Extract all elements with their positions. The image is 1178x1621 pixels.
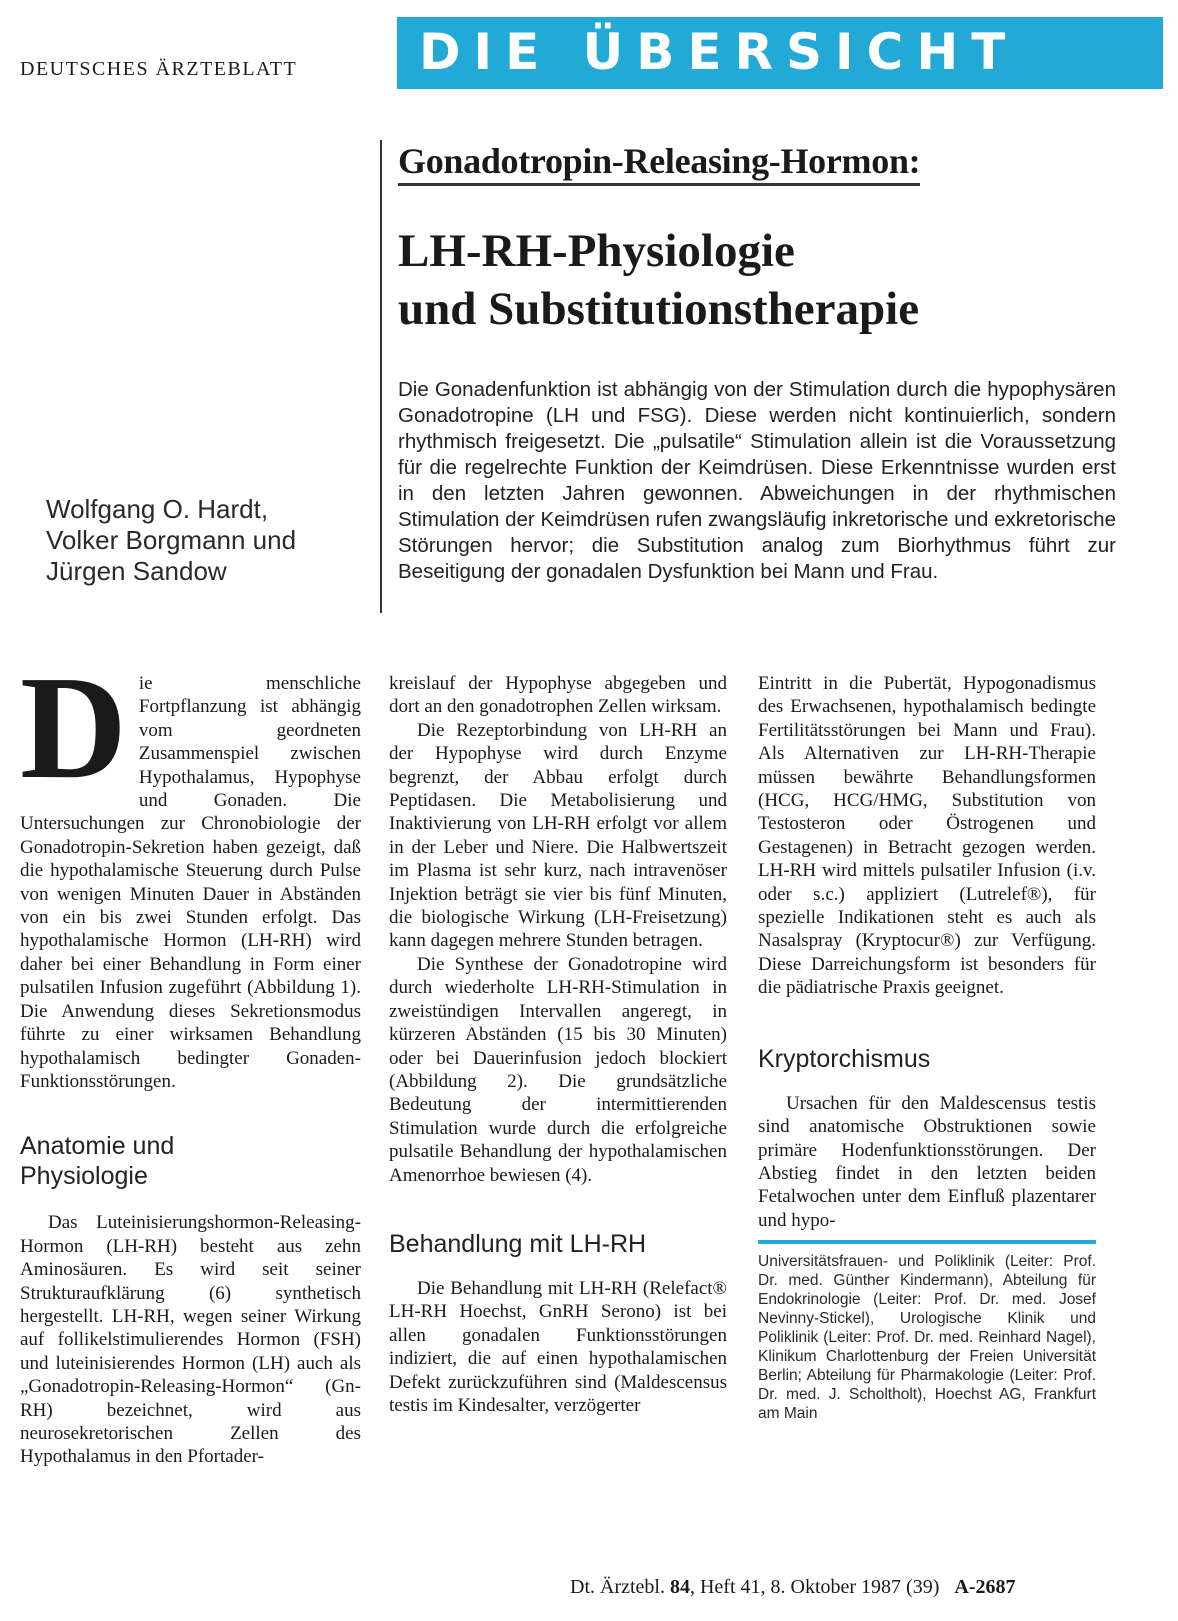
title-rule: [380, 140, 382, 613]
authors: [46, 494, 366, 587]
heading-anatomie-line-1: Anatomie und: [20, 1132, 175, 1161]
heading-anatomie-line-2: Physiologie: [20, 1162, 148, 1191]
drop-cap: D: [20, 646, 127, 810]
column-2: [389, 672, 727, 1417]
citation-rest: , Heft 41, 8. Oktober 1987 (39): [689, 1576, 940, 1598]
journal-name: DEUTSCHES ÄRZTEBLATT: [20, 58, 298, 80]
paragraph-kryptorchismus: Ursachen für den Maldescensus testis sind anatomische Obstruktionen sowie primäre Hodenfunktionsstörungen. Der Abstieg findet in den letzten beiden Fetalwochen unter dem Einfluß plazentarer und hypo-: [758, 1092, 1096, 1231]
page-footer: [570, 1576, 1016, 1599]
author-line-1: Wolfgang O. Hardt,: [46, 494, 269, 524]
heading-behandlung: Behandlung mit LH-RH: [389, 1229, 647, 1258]
citation-volume: 84: [669, 1576, 690, 1598]
article-kicker: Gonadotropin-Releasing-Hormon:: [398, 140, 920, 186]
citation-prefix: Dt. Ärztebl.: [570, 1576, 665, 1598]
footnote-rule: [758, 1240, 1096, 1244]
heading-anatomie: [20, 1131, 361, 1191]
column-1: [20, 646, 361, 1469]
title-line-2: und Substitutionstherapie: [398, 283, 920, 335]
heading-kryptorchismus: Kryptorchismus: [758, 1044, 931, 1073]
article-lead: Die Gonadenfunktion ist abhängig von der Stimulation durch die hypophysären Gonadotropine (LH und FSG). Diese werden nicht kontinuierlich, sondern rhythmisch freigesetzt. Die „pulsatile“ Stimulation allein ist die Voraussetzung für die regelrechte Funktion der Keimdrüsen. Diese Erkenntnisse wurden erst in den letzten Jahren gewonnen. Abweichungen in der rhythmischen Stimulation der Keimdrüsen rufen zwangsläufig inkretorische und exkretorische Störungen hervor; die Substitution analog zum Biorhythmus führt zur Beseitigung der gonadalen Dysfunktion bei Mann und Frau.: [398, 378, 1116, 583]
paragraph-behandlung-continued: Eintritt in die Pubertät, Hypogonadismus des Erwachsenen, hypothalamisch bedingte Fertilitätsstörungen bei Mann und Frau). Als Alternativen zur LH-RH-Therapie müssen bewährte Behandlungsformen (HCG, HCG/HMG, Substitution von Testosteron oder Östrogenen und Gestagenen) in Betracht gezogen werden. LH-RH wird mittels pulsatiler Infusion (i.v. oder s.c.) appliziert (Lutrelef®), für spezielle Indikationen steht es auch als Nasalspray (Kryptocur®) zur Verfügung. Diese Darreichungsform ist besonders für die pädiatrische Praxis geeignet.: [758, 673, 1096, 999]
column-3: [758, 672, 1096, 1423]
article-title: [398, 222, 1158, 338]
author-line-3: Jürgen Sandow: [46, 556, 227, 586]
paragraph-intro: ie menschliche Fortpflanzung ist abhängig vom geordneten Zusammenspiel zwischen Hypothalamus, Hypophyse und Gonaden. Die Untersuchungen zur Chronobiologie der Gonadotropin-Sekretion haben gezeigt, daß die hypothalamische Steuerung durch Pulse von wenigen Minuten Dauer in Abständen von ein bis zwei Stunden erfolgt. Das hypothalamische Hormon (LH-RH) wird daher bei einer Behandlung in Form einer pulsatilen Infusion zugeführt (Abbildung 1). Die Anwendung dieses Sekretionsmodus führte zu einer wirksamen Behandlung hypothalamisch bedingter Gonaden-Funktionsstörungen.: [20, 673, 361, 1092]
paragraph-synthese: Die Synthese der Gonadotropine wird durch wiederholte LH-RH-Stimulation in zweistündigen Intervallen angeregt, in kürzeren Abständen (15 bis 30 Minuten) oder bei Dauerinfusion jedoch blockiert (Abbildung 2). Die grundsätzliche Bedeutung der intermittierenden Stimulation wurde durch die erfolgreiche pulsatile Behandlung der hypothalamischen Amenorrhoe bewiesen (4).: [389, 953, 727, 1186]
title-line-1: LH-RH-Physiologie: [398, 225, 795, 277]
author-line-2: Volker Borgmann und: [46, 525, 297, 555]
affiliation-footnote: Universitätsfrauen- und Poliklinik (Leiter: Prof. Dr. med. Günther Kindermann), Abteilung für Endokrinologie (Leiter: Prof. Dr. med. Josef Nevinny-Stickel), Urologische Klinik und Poliklinik (Leiter: Prof. Dr. med. Reinhard Nagel), Klinikum Charlottenburg der Freien Universität Berlin; Abteilung für Pharmakologie (Leiter: Prof. Dr. med. J. Scholtholt), Hoechst AG, Frankfurt am Main: [758, 1253, 1096, 1423]
section-banner: [397, 17, 1163, 89]
paragraph-behandlung: Die Behandlung mit LH-RH (Relefact® LH-RH Hoechst, GnRH Serono) ist bei allen gonadalen Funktionsstörungen indiziert, die auf einen hypothalamischen Defekt zurückzuführen sind (Maldescensus testis im Kindesalter, verzögerter: [389, 1277, 727, 1416]
section-title: DIE ÜBERSICHT: [419, 23, 1019, 81]
page-number: A-2687: [954, 1576, 1016, 1598]
paragraph-anatomie: Das Luteinisierungshormon-Releasing-Hormon (LH-RH) besteht aus zehn Aminosäuren. Es wird seit seiner Strukturaufklärung (6) synthetisch hergestellt. LH-RH, wegen seiner Wirkung auf follikelstimulierendes Hormon (FSH) und luteinisierendes Hormon (LH) auch als „Gonadotropin-Releasing-Hormon“ (Gn-RH) bezeichnet, wird aus neurosekretorischen Zellen des Hypothalamus in den Pfortader-: [20, 1212, 361, 1468]
paragraph-anatomie-continued: kreislauf der Hypophyse abgegeben und dort an den gonadotrophen Zellen wirksam.: [389, 673, 727, 718]
paragraph-rezeptor: Die Rezeptorbindung von LH-RH an der Hypophyse wird durch Enzyme begrenzt, der Abbau erfolgt durch Peptidasen. Die Metabolisierung und Inaktivierung von LH-RH erfolgt vor allem in der Leber und Niere. Die Halbwertszeit im Plasma ist sehr kurz, nach intravenöser Injektion beträgt sie vier bis fünf Minuten, die biologische Wirkung (LH-Freisetzung) kann dagegen mehrere Stunden betragen.: [389, 719, 727, 952]
